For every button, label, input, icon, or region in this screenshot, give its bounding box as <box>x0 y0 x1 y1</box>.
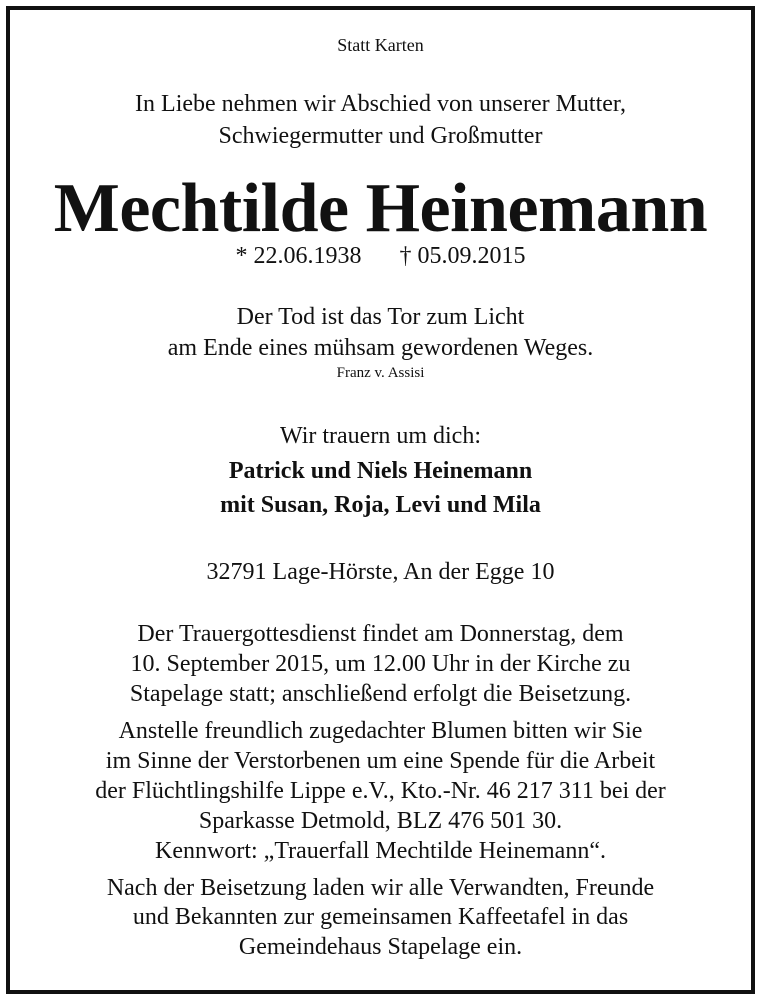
quote-line-2: am Ende eines mühsam gewordenen Weges. <box>167 335 594 361</box>
death-date: † 05.09.2015 <box>399 243 526 269</box>
donation-line-4: Sparkasse Detmold, BLZ 476 501 30. <box>198 808 563 834</box>
mourners-line-2: mit Susan, Roja, Levi und Mila <box>220 492 541 518</box>
birth-date: * 22.06.1938 <box>235 243 362 269</box>
donation-keyword: Kennwort: „Trauerfall Mechtilde Heinemann“. <box>155 838 606 864</box>
service-line-1: Der Trauergottesdienst findet am Donnerstag, dem <box>137 621 624 647</box>
mourners-heading: Wir trauern um dich: <box>280 423 481 449</box>
life-dates <box>0 244 761 268</box>
intro-line-2: Schwiegermutter und Großmutter <box>218 123 543 149</box>
quote-line-1: Der Tod ist das Tor zum Licht <box>236 304 525 330</box>
deceased-name: Mechtilde Heinemann <box>53 170 708 247</box>
service-line-3: Stapelage statt; anschließend erfolgt die Beisetzung. <box>129 681 632 707</box>
intro-line-1: In Liebe nehmen wir Abschied von unserer Mutter, <box>135 91 626 117</box>
mourners-line-1: Patrick und Niels Heinemann <box>228 458 533 484</box>
donation-line-3: der Flüchtlingshilfe Lippe e.V., Kto.-Nr. 46 217 311 bei der <box>95 778 666 804</box>
statt-karten-label: Statt Karten <box>337 35 424 55</box>
donation-line-2: im Sinne der Verstorbenen um eine Spende für die Arbeit <box>105 748 656 774</box>
invitation-line-3: Gemeindehaus Stapelage ein. <box>238 934 523 960</box>
donation-line-1: Anstelle freundlich zugedachter Blumen bitten wir Sie <box>118 718 643 744</box>
invitation-line-1: Nach der Beisetzung laden wir alle Verwandten, Freunde <box>106 875 655 901</box>
invitation-line-2: und Bekannten zur gemeinsamen Kaffeetafel in das <box>132 904 629 930</box>
address: 32791 Lage-Hörste, An der Egge 10 <box>206 559 555 585</box>
quote-author: Franz v. Assisi <box>336 365 425 381</box>
service-line-2: 10. September 2015, um 12.00 Uhr in der Kirche zu <box>130 651 631 677</box>
